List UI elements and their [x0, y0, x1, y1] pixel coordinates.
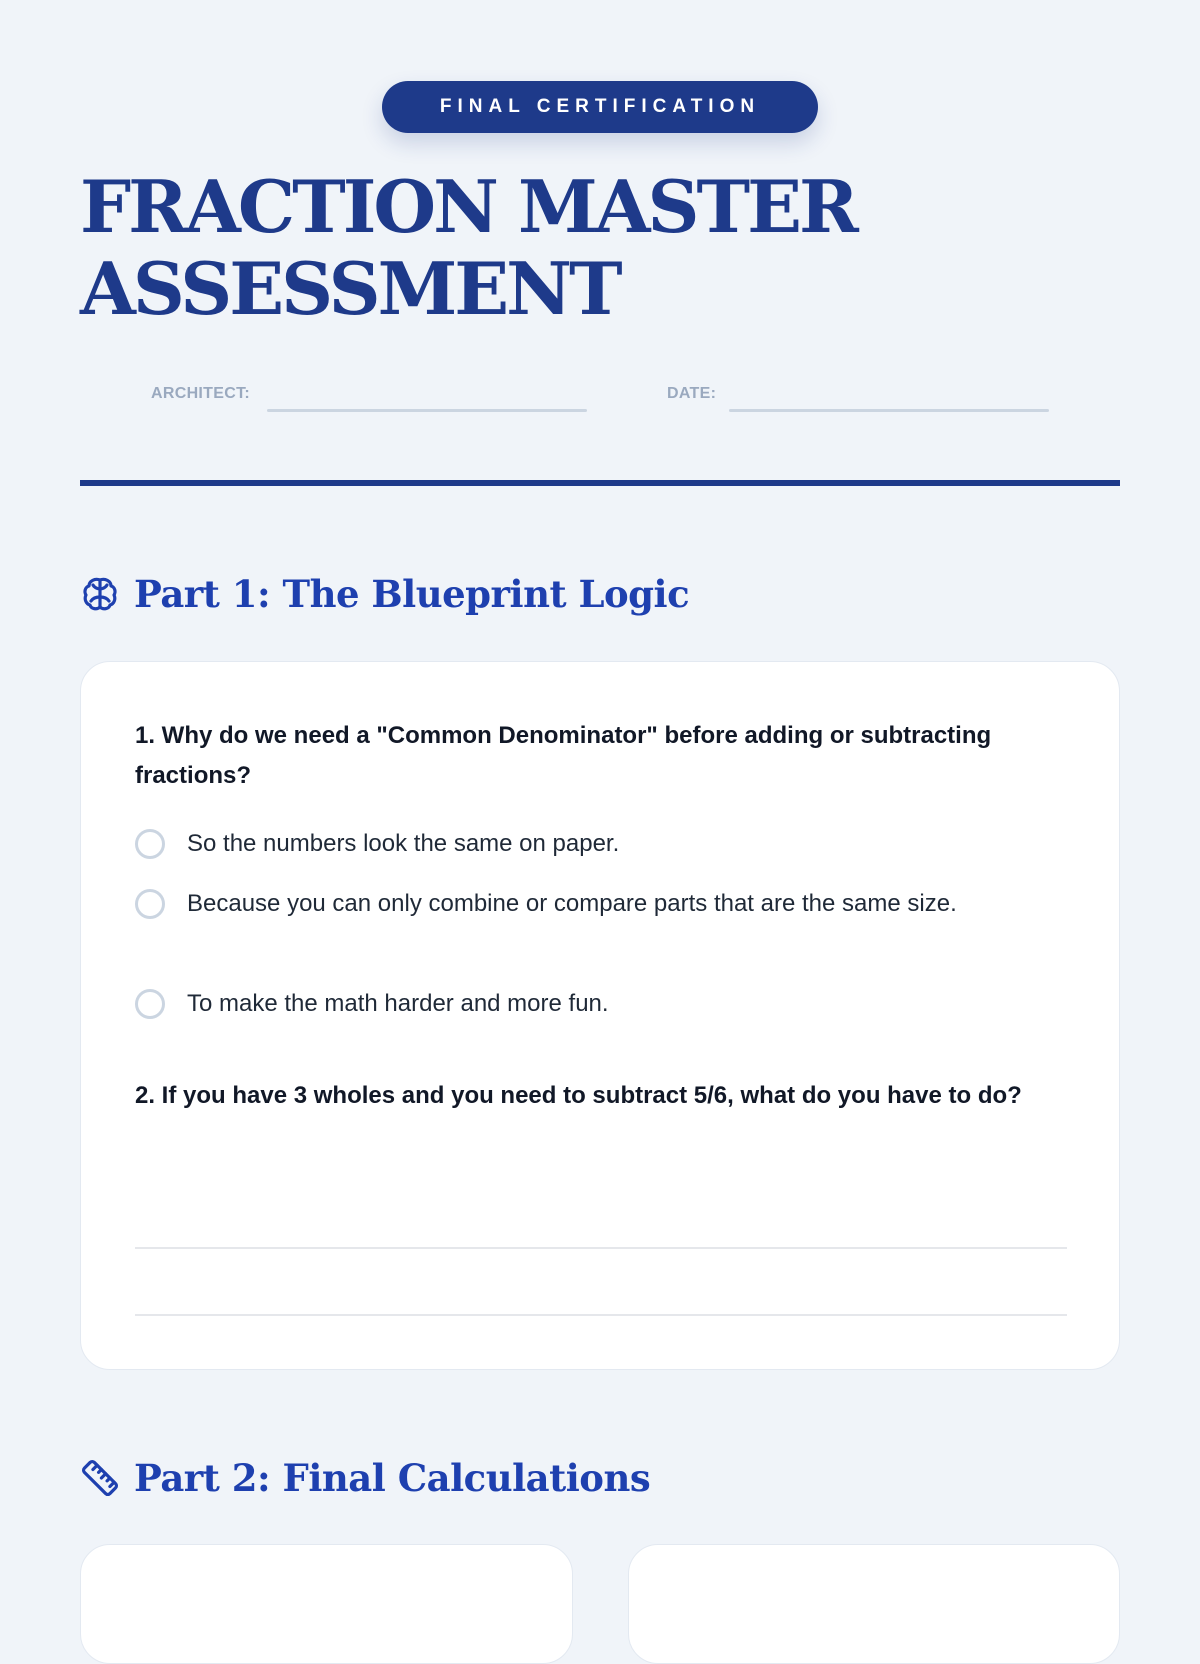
- q2-answer-line-1[interactable]: [135, 1247, 1067, 1249]
- part2-card-right: [628, 1544, 1120, 1664]
- part1-card: [80, 661, 1120, 1370]
- q1-option-2-radio[interactable]: [135, 889, 165, 919]
- q1-option-1-radio[interactable]: [135, 829, 165, 859]
- q1-option-1[interactable]: [135, 824, 1035, 864]
- q1-option-1-label: So the numbers look the same on paper.: [187, 830, 620, 857]
- brain-icon: [80, 574, 120, 614]
- date-field[interactable]: [729, 409, 1049, 412]
- ruler-icon: [80, 1458, 120, 1498]
- date-label: DATE:: [667, 385, 717, 402]
- part2-heading: [80, 1456, 650, 1500]
- q1-option-3[interactable]: [135, 984, 1035, 1024]
- part2-card-left: [80, 1544, 573, 1664]
- q1-option-3-label: To make the math harder and more fun.: [187, 990, 609, 1017]
- header-divider: [80, 480, 1120, 486]
- question-2: 2. If you have 3 wholes and you need to subtract 5/6, what do you have to do?: [135, 1082, 1022, 1109]
- certification-badge: FINAL CERTIFICATION: [382, 81, 818, 133]
- architect-field[interactable]: [267, 409, 587, 412]
- architect-label: ARCHITECT:: [151, 385, 250, 402]
- q2-answer-line-2[interactable]: [135, 1314, 1067, 1316]
- q1-option-3-radio[interactable]: [135, 989, 165, 1019]
- q1-option-2-label: Because you can only combine or compare parts that are the same size.: [187, 890, 957, 917]
- title-line-1: FRACTION MASTER: [80, 164, 856, 249]
- page-title: [80, 166, 1080, 330]
- question-1: 1. Why do we need a "Common Denominator" before adding or subtracting fractions?: [135, 722, 992, 789]
- title-line-2: ASSESSMENT: [80, 246, 620, 331]
- part1-title: Part 1: The Blueprint Logic: [134, 572, 690, 616]
- q1-option-2[interactable]: [135, 884, 1035, 924]
- part2-title: Part 2: Final Calculations: [134, 1456, 651, 1500]
- part1-heading: [80, 572, 689, 616]
